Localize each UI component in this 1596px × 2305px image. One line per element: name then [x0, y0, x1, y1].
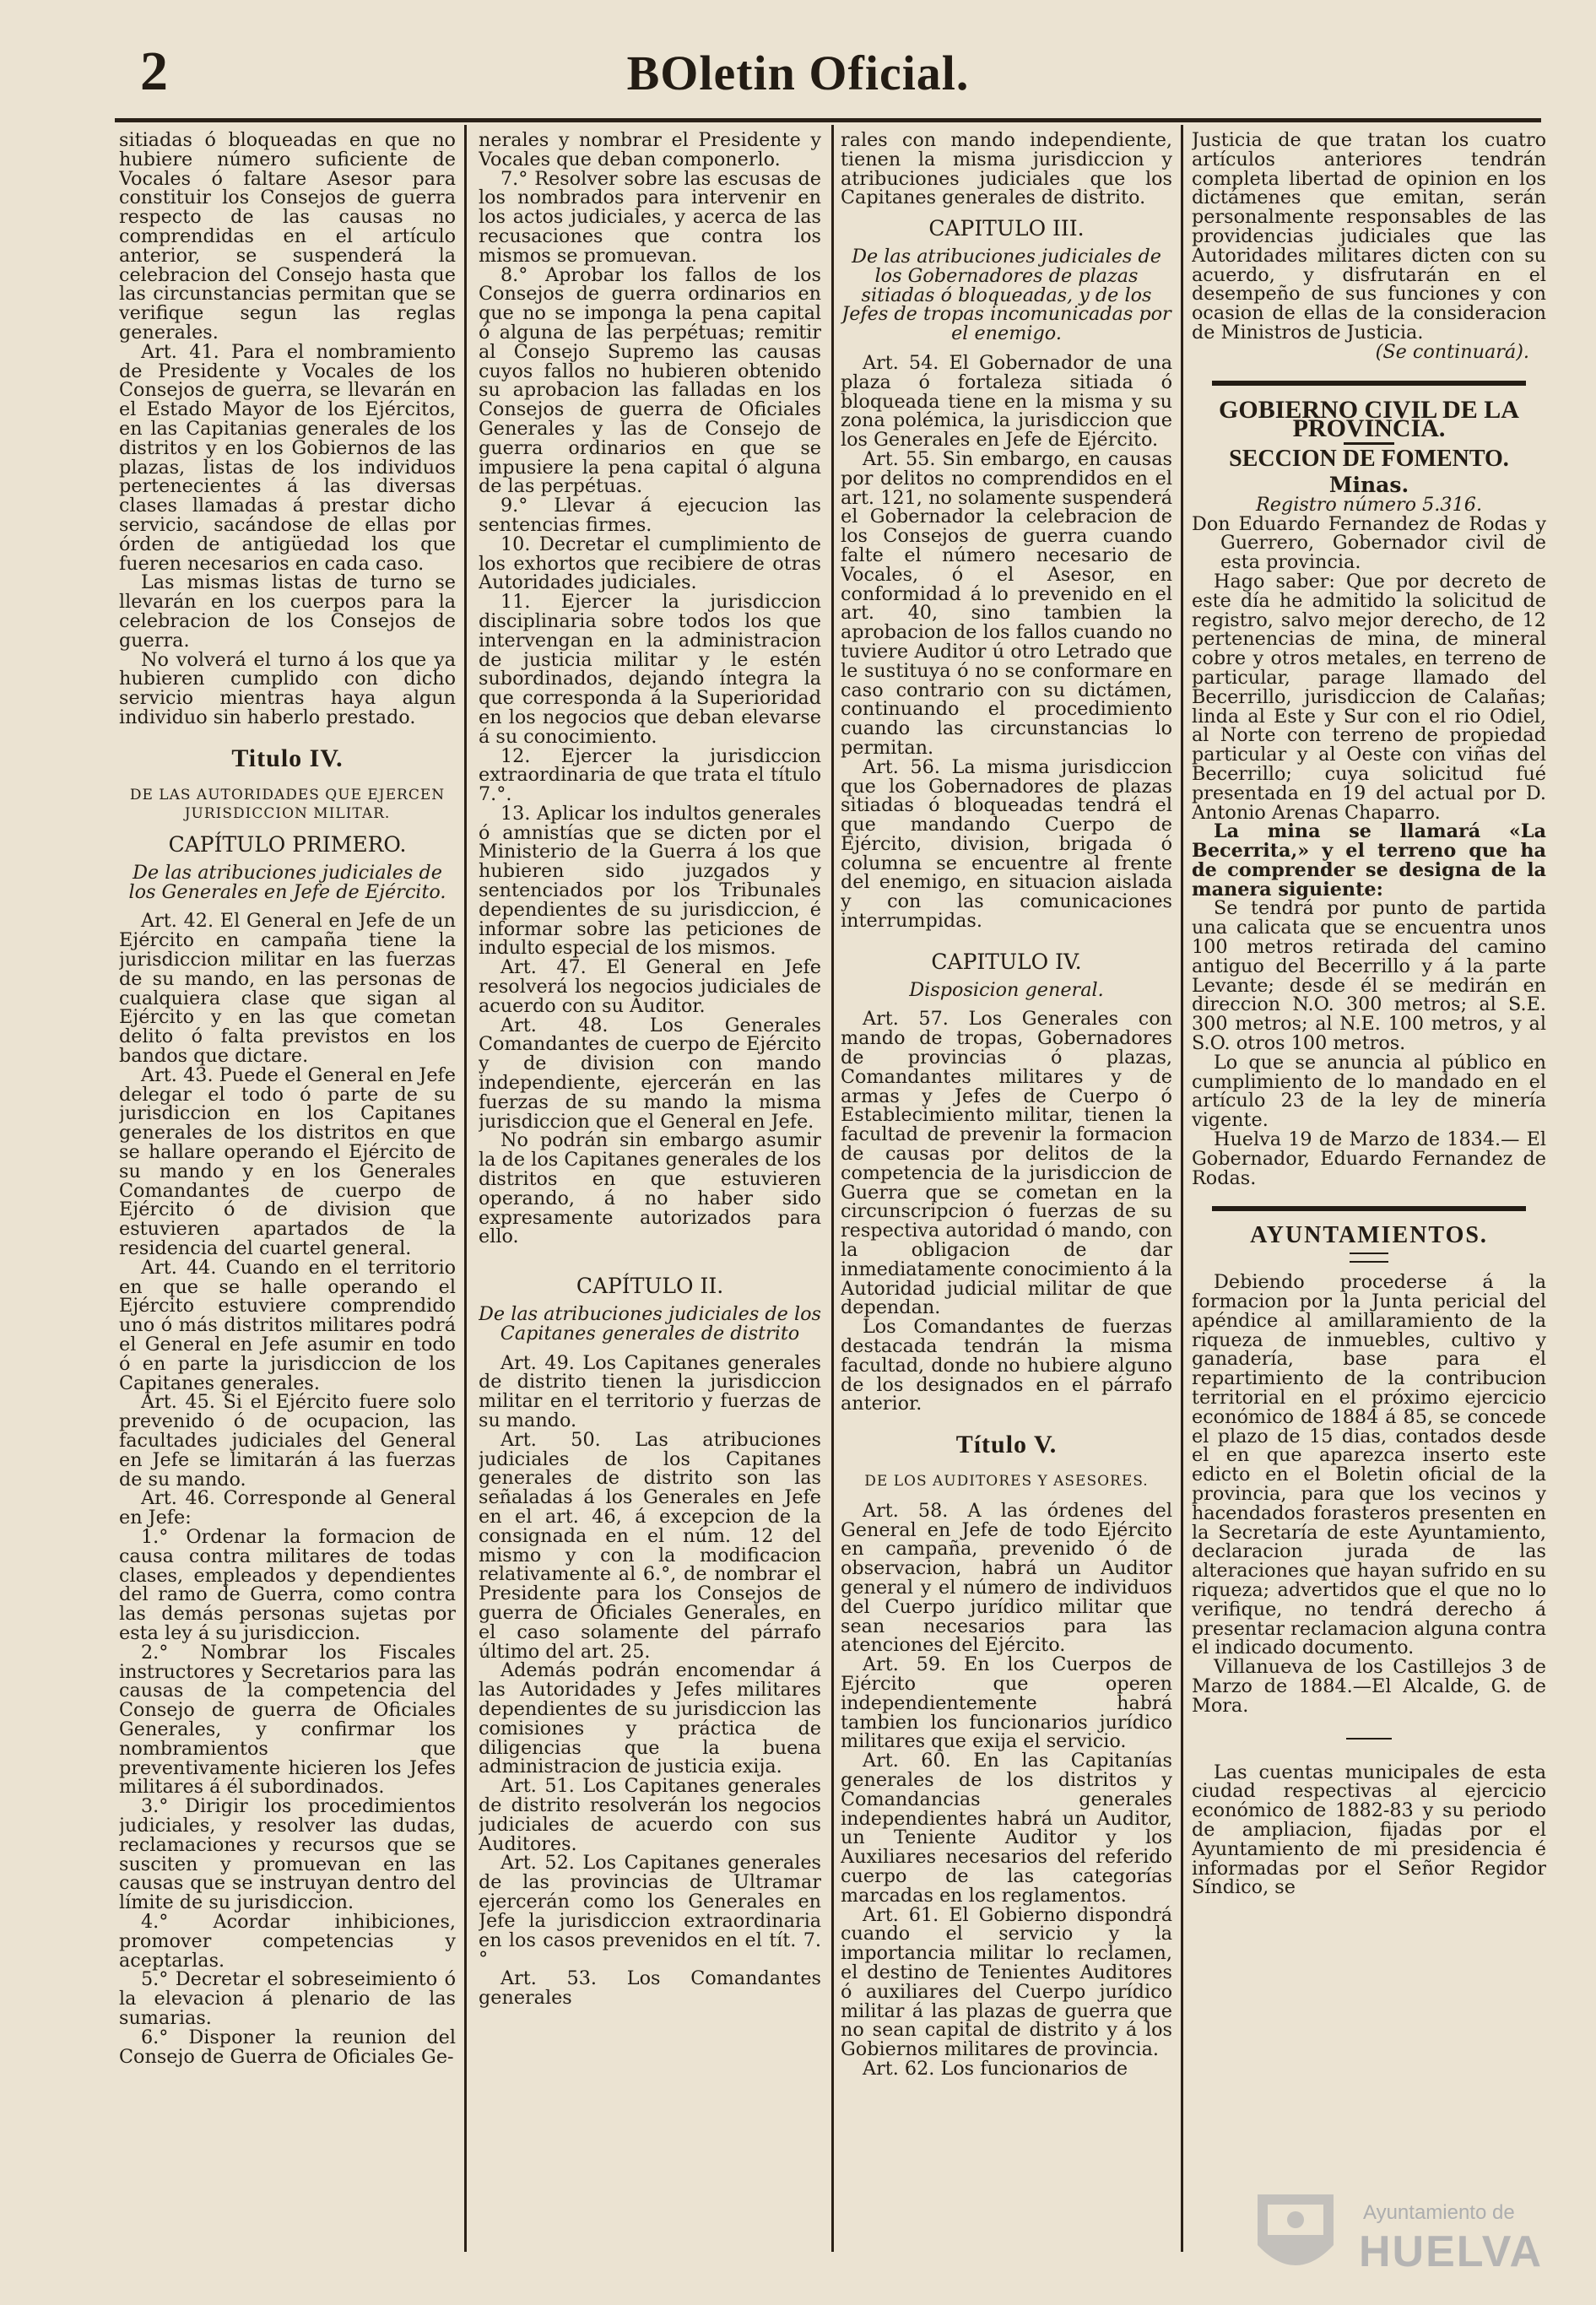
paragraph: nerales y nombrar el Presidente y Vocales que deban componerlo. [479, 131, 821, 170]
column-rule-2 [831, 125, 834, 2252]
chapter-1-subheading: De las atribuciones judiciales de los Generales en Jefe de Ejército. [128, 861, 446, 903]
chapter-4-subheading: Disposicion general. [909, 978, 1104, 1001]
registry-number: Registro número 5.316. [1255, 493, 1483, 516]
watermark-line1: Ayuntamiento de [1363, 2201, 1515, 2224]
article-49: Art. 49. Los Capitanes generales de distrito tienen la jurisdiccion militar en el territorio y fuerzas de su mando. [479, 1351, 821, 1431]
list-item: 1.° Ordenar la formacion de causa contra militares de todas clases, empleados y dependientes del ramo de Guerra, como contra las demás personas sujetas por esta ley á su jurisdiccion. [119, 1525, 456, 1644]
paragraph: La mina se llamará «La Becerrita,» y el terreno que ha de comprender se designa de la manera siguiente: [1192, 820, 1546, 901]
list-item: 9.° Llevar á ejecucion las sentencias firmes. [479, 495, 821, 536]
chapter-3-heading: CAPITULO III. [928, 216, 1085, 241]
paragraph: Además podrán encomendar á las Autoridades y Jefes militares dependientes de su jurisdiccion las comisiones y práctica de diligencias que la buena administracion de justicia exija. [479, 1659, 821, 1778]
article-59: Art. 59. En los Cuerpos de Ejército que operen independientemente habrá tambien los funcionarios jurídico militares que exija el servicio. [841, 1653, 1172, 1753]
article-44: Art. 44. Cuando en el territorio en que se halle operando el Ejército estuviere comprendido uno ó más distritos militares podrá el General en Jefe asumir en todo ó en parte la jurisdiccion de los Capitanes generales. [119, 1256, 456, 1394]
column-1 [119, 131, 456, 2182]
chapter-4-heading: CAPITULO IV. [931, 949, 1082, 974]
minas-heading: Minas. [1328, 472, 1409, 497]
paragraph [1192, 512, 1546, 574]
paragraph: Las cuentas municipales de esta ciudad respectivas al ejercicio económico de 1882-83 y su periodo de ampliacion, fijadas por el Ayuntamiento de mi presidencia é informadas por el Señor Regidor Síndico, se [1192, 1761, 1546, 1899]
list-item: 7.° Resolver sobre las escusas de los nombrados para intervenir en los actos judiciales, y acerca de las recusaciones que contra los mismos se promuevan. [479, 167, 821, 267]
paragraph: No volverá el turno á los que ya hubieren cumplido con dicho servicio mientras haya algun individuo sin haberlo prestado. [119, 648, 456, 728]
article-57: Art. 57. Los Generales con mando de tropas, Gobernadores de provincias ó plazas, Comandantes militares y de armas y Jefes de Cuerpo ó Establecimiento militar, tienen la facultad de prevenir la formacion de causas por delitos de la competencia de la jurisdiccion de Guerra que se cometan en la circunscripcion ó fuerzas de su respectiva autoridad ó mando, con la obligacion de dar inmediatamente conocimiento á la Autoridad judicial militar de que dependan. [841, 1008, 1172, 1319]
divider [1346, 1738, 1392, 1740]
column-4 [1192, 131, 1546, 2182]
page-number: 2 [140, 41, 168, 102]
chapter-1-heading: CAPÍTULO PRIMERO. [168, 832, 407, 858]
paragraph: Hago saber: Que por decreto de este día he admitido la solicitud de registro, salvo mejor derecho, de 12 pertenencias de mina, de mineral cobre y otros metales, en terreno de particular, parage llamado del Becerrillo, jurisdiccion de Calañas; linda al Este y Sur con el rio Odiel, al Norte con terreno de propiedad particular y al Oeste con viñas del Becerrillo; cuya solicitud fué presentada en 19 del actual por D. Antonio Arenas Chaparro. [1192, 570, 1546, 824]
article-50: Art. 50. Las atribuciones judiciales de los Capitanes generales de distrito son las señaladas á los Generales en Jefe en el art. 46, á excepcion de la consignada en el núm. 12 del mismo y con la modificacion relativamente al 6.°, de nombrar el Presidente para los Consejos de guerra de Oficiales Generales, en el caso solamente del párrafo último del art. 25. [479, 1428, 821, 1663]
ayuntamientos-heading: AYUNTAMIENTOS. [1250, 1222, 1488, 1249]
article-56: Art. 56. La misma jurisdiccion que los Gobernadores de plazas sitiadas ó bloqueadas tendrá el que mandando Cuerpo de Ejército, division, brigada ó columna se encuentre al frente del enemigo, en situacion aislada y con las comunicaciones interrumpidas. [841, 755, 1172, 933]
article-48: Art. 48. Los Generales Comandantes de cuerpo de Ejército y de division con mando independiente, ejercerán en las fuerzas de su mando la misma jurisdiccion que el General en Jefe. [479, 1014, 821, 1133]
column-rule-1 [464, 125, 467, 2252]
article-43: Art. 43. Puede el General en Jefe delegar el todo ó parte de su jurisdiccion en los Capitanes generales de los distritos en que se hallare operando el Ejército de su mando y en los Generales Comandantes de cuerpo de Ejército ó de division que estuvieren apartados de la residencia del cuartel general. [119, 1063, 456, 1260]
article-45: Art. 45. Si el Ejército fuere solo prevenido ó de ocupacion, las facultades judiciales del General en Jefe se limitarán á las fuerzas de su mando. [119, 1391, 456, 1491]
section-divider [1212, 1206, 1526, 1211]
title-v-heading: Título V. [955, 1431, 1058, 1459]
masthead-title: BOletin Oficial. [626, 46, 970, 100]
article-54: Art. 54. El Gobernador de una plaza ó fortaleza sitiada ó bloqueada tiene en la misma y su zona polémica, la jurisdiccion que los Generales en Jefe de Ejército. [841, 351, 1172, 452]
article-41: Art. 41. Para el nombramiento de Presidente y Vocales de los Consejos de guerra, se llevarán en el Estado Mayor de los Ejércitos, en las Capitanias generales de los distritos y en los Gobiernos de las plazas, listas de los individuos pertenecientes á las diversas clases llamadas á prestar dicho servicio, sacándose de ellas por órden de antigüedad los que fueren necesarios en cada caso. [119, 340, 456, 575]
list-item: 2.° Nombrar los Fiscales instructores y Secretarios para las causas de la competencia del Consejo de guerra de Oficiales Generales, y confirmar los nombramientos que preventivamente hicieren los Jefes militares á él subordinados. [119, 1641, 456, 1799]
list-item: 10. Decretar el cumplimiento de los exhortos que recibiere de otras Autoridades judiciales. [479, 533, 821, 594]
article-61: Art. 61. El Gobierno dispondrá cuando el servicio y la importancia militar lo reclamen, el destino de Tenientes Auditores ó auxiliares del Cuerpo jurídico militar á las plazas de guerra que no sean capital de distrito y á los Gobiernos militares de provincia. [841, 1903, 1172, 2061]
paragraph: Huelva 19 de Marzo de 1834.— El Gobernador, Eduardo Fernandez de Rodas. [1192, 1128, 1546, 1189]
paragraph: No podrán sin embargo asumir la de los Capitanes generales de los distritos en que estuvieren operando, á no haber sido expresamente autorizados para ello. [479, 1129, 821, 1248]
article-51: Art. 51. Los Capitanes generales de distrito resolverán los negocios judiciales de acuerdo con sus Auditores. [479, 1775, 821, 1855]
paragraph: Justicia de que tratan los cuatro artículos anteriores tendrán completa libertad de opinion en los dictámenes que emitan, serán personalmente responsables de las providencias judiciales que las Autoridades militares dicten con su acuerdo, y disfrutarán en el desempeño de sus funciones y con ocasion de ellas de la consideracion de Ministros de Justicia. [1192, 131, 1546, 344]
list-item: 13. Aplicar los indultos generales ó amnistías que se dicten por el Ministerio de la Guerra á los que hubieren sido juzgados y sentenciados por los Tribunales dependientes de su jurisdiccion, é informar sobre las peticiones de indulto especial de los mismos. [479, 802, 821, 960]
paragraph: sitiadas ó bloqueadas en que no hubiere número suficiente de Vocales ó faltare Asesor para constituir los Consejos de guerra respecto de las causas no comprendidas en el artículo anterior, se suspenderá la celebracion del Consejo hasta que las circunstancias permitan que se verifique segun las reglas generales. [119, 131, 456, 344]
paragraph: Se tendrá por punto de partida una calicata que se encuentra unos 100 metros retirada del camino antiguo del Becerrillo y á la parte Levante; desde él se medirán en direccion N.O. 300 metros; al S.E. 300 metros; al N.E. 100 metros, y al S.O. otros 100 metros. [1192, 897, 1546, 1055]
chapter-2-subheading: De las atribuciones judiciales de los Capitanes generales de distrito [479, 1303, 821, 1345]
paragraph: Lo que se anuncia al público en cumplimiento de lo mandado en el artículo 23 de la ley de minería vigente. [1192, 1051, 1546, 1132]
title-iv-subheading: DE LAS AUTORIDADES QUE EJERCEN JURISDICCION MILITAR. [129, 786, 446, 823]
watermark-line2: HUELVA [1359, 2227, 1544, 2276]
column-rule-3 [1181, 125, 1183, 2252]
article-47: Art. 47. El General en Jefe resolverá los negocios judiciales de acuerdo con su Auditor. [479, 956, 821, 1017]
article-52: Art. 52. Los Capitanes generales de las provincias de Ultramar ejercerán como los Generales en Jefe la jurisdiccion extraordinaria en los casos prevenidos en el tít. 7.° [479, 1852, 821, 1971]
paragraph: Debiendo procederse á la formacion por la Junta pericial del apéndice al amillaramiento de la riqueza de inmuebles, cultivo y ganadería, base para el repartimiento de la contribucion territorial en el próximo ejercicio económico de 1884 á 85, se concede el plazo de 15 dias, contados desde el en que aparezca inserto este edicto en el Boletin oficial de la provincia, para que los vecinos y hacendados forasteros presenten en la Secretaría de este Ayuntamiento, declaracion jurada de las alteraciones que hayan sufrido en su riqueza; advertidos que el que no lo verifique, no tendrá derecho á presentar reclamacion alguna contra el indicado documento. [1192, 1271, 1546, 1659]
header-rule [115, 118, 1541, 122]
title-iv-heading: Titulo IV. [231, 744, 344, 772]
article-62: Art. 62. Los funcionarios de [863, 2057, 1128, 2080]
article-60: Art. 60. En las Capitanías generales de los distritos y Comandancias generales independientes habrá un Auditor, un Teniente Auditor y los Auxiliares necesarios del referido cuerpo de las categorías marcadas en los reglamentos. [841, 1750, 1172, 1907]
section-divider [1212, 381, 1526, 386]
article-42: Art. 42. El General en Jefe de un Ejército en campaña tiene la jurisdiccion militar en las fuerzas de su mando, en las personas de cualquiera clase que sigan al Ejército y en las que cometan delito ó falta previstos en los bandos que dictare. [119, 910, 456, 1068]
list-item: 12. Ejercer la jurisdiccion extraordinaria de que trata el título 7.°. [479, 744, 821, 806]
article-46: Art. 46. Corresponde al General en Jefe: [119, 1487, 456, 1529]
list-item: 6.° Disponer la reunion del Consejo de Guerra de Oficiales Ge- [119, 2026, 456, 2068]
paragraph: Los Comandantes de fuerzas destacada tendrán la misma facultad, donde no hubiere alguno de los designados en el párrafo anterior. [841, 1316, 1172, 1415]
column-3 [841, 131, 1172, 2182]
chapter-3-subheading: De las atribuciones judiciales de los Gobernadores de plazas sitiadas ó bloqueadas, y de los Jefes de tropas incomunicadas por el enemigo. [841, 245, 1171, 345]
list-item: 11. Ejercer la jurisdiccion disciplinaria sobre todos los que intervengan en la administracion de justicia militar y le estén subordinados, dejando íntegra la que corresponda á la Superioridad en los negocios que deban elevarse á su conocimiento. [479, 591, 821, 748]
paragraph: Las mismas listas de turno se llevarán en los cuerpos para la celebracion de los Consejos de guerra. [119, 571, 456, 652]
paragraph: rales con mando independiente, tienen la misma jurisdiccion y atribuciones judiciales que los Capitanes generales de distrito. [841, 131, 1172, 209]
article-55: Art. 55. Sin embargo, en causas por delitos no comprendidos en el art. 121, no solamente suspenderá el Gobernador la celebracion de los Consejos de guerra cuando falte el número necesario de Vocales, ó el Asesor, en conformidad á lo prevenido en el art. 40, sino tambien la aprobacion de los fallos cuando no tuviere Auditor ú otro Letrado que le sustituya ó no se conformare en caso contrario con su dictámen, continuando el procedimiento cuando las circunstancias lo permitan. [841, 447, 1172, 759]
list-item: 5.° Decretar el sobreseimiento ó la elevacion á plenario de las sumarias. [119, 1968, 456, 2029]
list-item: 8.° Aprobar los fallos de los Consejos de guerra ordinarios en que no se imponga la pena capital ó alguna de las perpétuas; remitir al Consejo Supremo las causas cuyos fallos no hubieren obtenido su aprobacion las falladas en los Consejos de guerra de Oficiales Generales y las de Consejo de guerra ordinarios en que se impusiere la pena capital ó alguna de las perpétuas. [479, 263, 821, 498]
subsection-heading: SECCION DE FOMENTO. [1229, 446, 1509, 473]
continued-note: (Se continuará). [1375, 340, 1529, 363]
list-item: 3.° Dirigir los procedimientos judiciales, y resolver las dudas, reclamaciones y recursos que se susciten y promuevan en las causas que se instruyan dentro del límite de su jurisdiccion. [119, 1795, 456, 1914]
paragraph: Villanueva de los Castillejos 3 de Marzo de 1884.—El Alcalde, G. de Mora. [1192, 1656, 1546, 1717]
list-item: 4.° Acordar inhibiciones, promover competencias y aceptarlas. [119, 1910, 456, 1972]
divider [1350, 1253, 1388, 1263]
column-2 [479, 131, 821, 2182]
section-heading: GOBIERNO CIVIL DE LA PROVINCIA. [1219, 395, 1519, 443]
chapter-2-heading: CAPÍTULO II. [576, 1274, 724, 1299]
governor-line: Don Eduardo Fernandez de Rodas y Guerrero, Gobernador civil de esta provincia. [1192, 512, 1546, 574]
title-v-subheading: DE LOS AUDITORES Y ASESORES. [864, 1473, 1149, 1490]
divider [1344, 442, 1394, 445]
article-53: Art. 53. Los Comandantes generales [479, 1967, 821, 2009]
article-58: Art. 58. A las órdenes del General en Jefe de todo Ejército en campaña, prevenido ó de observacion, habrá un Auditor general y el número de individuos del Cuerpo jurídico militar que sean necesarios para las atenciones del Ejército. [841, 1499, 1172, 1657]
